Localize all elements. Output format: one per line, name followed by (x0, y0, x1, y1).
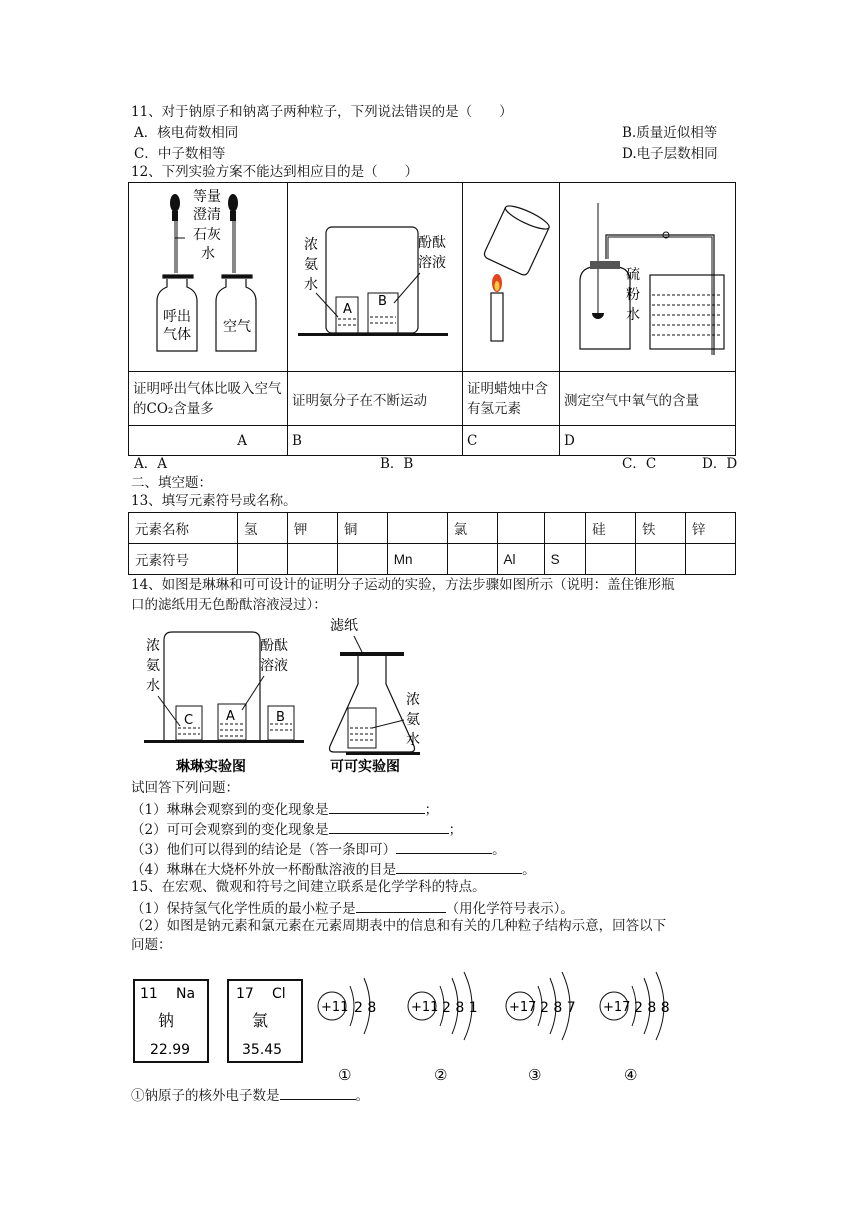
q11-stem: 11、对于钠原子和钠离子两种粒子，下列说法错误的是（ ） (131, 104, 513, 120)
fig-c-cell (463, 183, 560, 372)
fig-a-bottle1-l1: 呼出 (163, 309, 191, 325)
cell: 锌 (685, 513, 735, 544)
fig-a-label-1: 等量 (193, 189, 221, 205)
q14-q2-text: （2）可可会观察到的变化现象是 (131, 822, 329, 838)
q14-q4-text: （4）琳琳在大烧杯外放一杯酚酞溶液的目是 (131, 862, 397, 878)
atom-4-label: ④ (624, 1066, 638, 1084)
fig-b-cell (288, 183, 463, 372)
cl-name: 氯 (252, 1011, 269, 1030)
fig-a-cell (129, 183, 288, 372)
q14-stem-2: 口的滤纸用无色酚酞溶液浸过）： (131, 597, 327, 613)
cell: 铁 (636, 513, 686, 544)
fig-d-label-1: 硫 (626, 267, 640, 283)
cl-mass: 35.45 (242, 1042, 283, 1058)
fig-b-diagram (288, 183, 462, 367)
cell: 硅 (586, 513, 636, 544)
q14-q4-end: 。 (522, 862, 536, 878)
cell: 钾 (287, 513, 337, 544)
cell (447, 544, 497, 575)
q12-option-a: A．A (134, 456, 167, 472)
cell (685, 544, 735, 575)
keke-right-1: 浓 (406, 692, 420, 708)
q14-q4 (131, 860, 536, 879)
cell (544, 513, 585, 544)
atom-4-nucleus: +17 (603, 1000, 631, 1015)
q15-sub1 (131, 1086, 369, 1105)
cell (586, 544, 636, 575)
purpose-d: 测定空气中氧气的含量 (560, 372, 736, 426)
cl-number: 17 (236, 986, 254, 1002)
atom-structure-3 (506, 972, 576, 1084)
q15-sub1-end: 。 (355, 1088, 369, 1104)
q15-sub1-text: ①钠原子的核外电子数是 (131, 1088, 280, 1104)
answer-blank[interactable] (396, 860, 522, 874)
q15-q2b: 问题： (131, 937, 172, 953)
answer-blank[interactable] (280, 1086, 356, 1100)
cell (497, 513, 544, 544)
cell: 氢 (238, 513, 288, 544)
fig-a-label-3: 石灰 (193, 227, 221, 243)
answer-blank[interactable] (396, 840, 492, 854)
fig-c-diagram (463, 183, 559, 367)
keke-right-2: 氨 (406, 712, 420, 728)
atom-2-nucleus: +11 (411, 1000, 439, 1015)
linlin-label-c: C (184, 713, 194, 728)
fig-a-label-4: 水 (201, 246, 215, 262)
q14-q1-text: （1）琳琳会观察到的变化现象是 (131, 802, 329, 818)
cell (238, 544, 288, 575)
fig-d-label-3: 水 (626, 307, 640, 323)
element-name-row (129, 513, 736, 544)
element-table (128, 512, 736, 575)
q13-stem: 13、填写元素符号或名称。 (131, 493, 297, 509)
q15-q2a: （2）如图是钠元素和氯元素在元素周期表中的信息和有关的几种粒子结构示意，回答以下 (131, 918, 667, 934)
fig-b-label-a: A (343, 302, 352, 317)
q11-option-c: C．中子数相等 (134, 146, 226, 162)
answer-blank[interactable] (329, 800, 425, 814)
q11-option-d: D.电子层数相同 (622, 146, 718, 162)
q11-option-a: A．核电荷数相同 (134, 125, 239, 141)
q14-q1 (131, 800, 438, 819)
q12-stem: 12、下列实验方案不能达到相应目的是（ ） (131, 164, 419, 180)
q14-q3-end: 。 (492, 842, 506, 858)
linlin-diagram (140, 614, 310, 776)
cell (387, 513, 447, 544)
linlin-label-b: B (276, 710, 285, 725)
cell (337, 544, 387, 575)
atom-3-shells: 2 8 7 (540, 1000, 576, 1016)
keke-right-3: 水 (406, 732, 420, 748)
q15-q1-end: （用化学符号表示）。 (445, 901, 574, 917)
fig-b-left-3: 水 (304, 277, 318, 293)
letter-c: C (463, 426, 560, 456)
fig-b-left-2: 氨 (304, 257, 318, 273)
fig-a-diagram (129, 183, 287, 367)
na-symbol: Na (176, 986, 196, 1002)
purpose-b: 证明氨分子在不断运动 (288, 372, 463, 426)
q14-q3 (131, 840, 506, 859)
letter-d: D (560, 426, 736, 456)
atom-structure-2 (408, 972, 478, 1084)
q12-option-d: D．D (702, 456, 738, 472)
fig-b-right-1: 酚酞 (418, 235, 446, 251)
letter-a: A (129, 426, 288, 456)
atom-1-nucleus: +11 (321, 1000, 349, 1015)
fig-a-bottle2: 空气 (223, 319, 251, 335)
cell: 氯 (447, 513, 497, 544)
answer-blank[interactable] (356, 899, 446, 913)
q14-prompt: 试回答下列问题： (131, 780, 239, 796)
fig-d-label-2: 粉 (626, 287, 640, 303)
na-mass: 22.99 (150, 1042, 191, 1058)
cell (636, 544, 686, 575)
linlin-right-2: 溶液 (260, 658, 288, 674)
cell: 铜 (337, 513, 387, 544)
atom-4-shells: 2 8 8 (634, 1000, 670, 1016)
q15-diagram (128, 956, 688, 1086)
q14-q2-end: ； (448, 822, 463, 838)
atom-1-label: ① (338, 1066, 352, 1084)
fig-b-right-2: 溶液 (418, 255, 446, 271)
fig-a-bottle1-l2: 气体 (163, 327, 191, 343)
row-label-symbol: 元素符号 (129, 544, 238, 575)
na-name: 钠 (158, 1011, 175, 1030)
cell: Mn (387, 544, 447, 575)
q12-option-b: B．B (380, 456, 414, 472)
atom-2-label: ② (434, 1066, 448, 1084)
q15-q1-text: （1）保持氢气化学性质的最小粒子是 (131, 901, 356, 917)
fig-d-diagram (560, 183, 734, 367)
cell (287, 544, 337, 575)
linlin-left-1: 浓 (146, 638, 160, 654)
answer-blank[interactable] (329, 820, 449, 834)
q14-q2 (131, 820, 462, 839)
q14-q3-text: （3）他们可以得到的结论是（答一条即可） (131, 842, 397, 858)
linlin-caption: 琳琳实验图 (176, 759, 246, 775)
linlin-label-a: A (226, 709, 235, 724)
keke-caption: 可可实验图 (330, 759, 400, 775)
atom-3-nucleus: +17 (509, 1000, 537, 1015)
fig-a-label-2: 澄清 (193, 207, 221, 223)
q15-stem: 15、在宏观、微观和符号之间建立联系是化学学科的特点。 (131, 879, 486, 895)
cell: S (544, 544, 585, 575)
keke-top-label: 滤纸 (330, 618, 358, 634)
purpose-a: 证明呼出气体比吸入空气的CO₂含量多 (129, 372, 288, 426)
element-symbol-row (129, 544, 736, 575)
atom-2-shells: 2 8 1 (442, 1000, 478, 1016)
q11-option-b: B.质量近似相等 (622, 125, 718, 141)
atom-structure-4 (600, 972, 670, 1084)
atom-structure-1 (318, 978, 376, 1084)
q14-q1-end: ； (424, 802, 439, 818)
linlin-right-1: 酚酞 (260, 638, 288, 654)
q15-q1 (131, 899, 574, 918)
atom-1-shells: 2 8 (354, 1000, 377, 1016)
linlin-left-3: 水 (146, 678, 160, 694)
fig-d-cell (560, 183, 736, 372)
atom-3-label: ③ (528, 1066, 542, 1084)
fig-b-left-1: 浓 (304, 237, 318, 253)
fig-b-label-b: B (378, 294, 387, 309)
cell: Al (497, 544, 544, 575)
section-2-heading: 二、填空题： (131, 475, 212, 491)
keke-diagram (326, 614, 436, 776)
q12-option-c: C．C (622, 456, 657, 472)
letter-b: B (288, 426, 463, 456)
q14-stem-1: 14、如图是琳琳和可可设计的证明分子运动的实验，方法步骤如图所示（说明：盖住锥形瓶 (131, 577, 675, 593)
purpose-c: 证明蜡烛中含有氢元素 (463, 372, 560, 426)
row-label-name: 元素名称 (129, 513, 238, 544)
linlin-left-2: 氨 (146, 658, 160, 674)
q12-experiment-table (128, 182, 736, 456)
cl-symbol: Cl (272, 986, 286, 1002)
na-number: 11 (140, 986, 158, 1002)
